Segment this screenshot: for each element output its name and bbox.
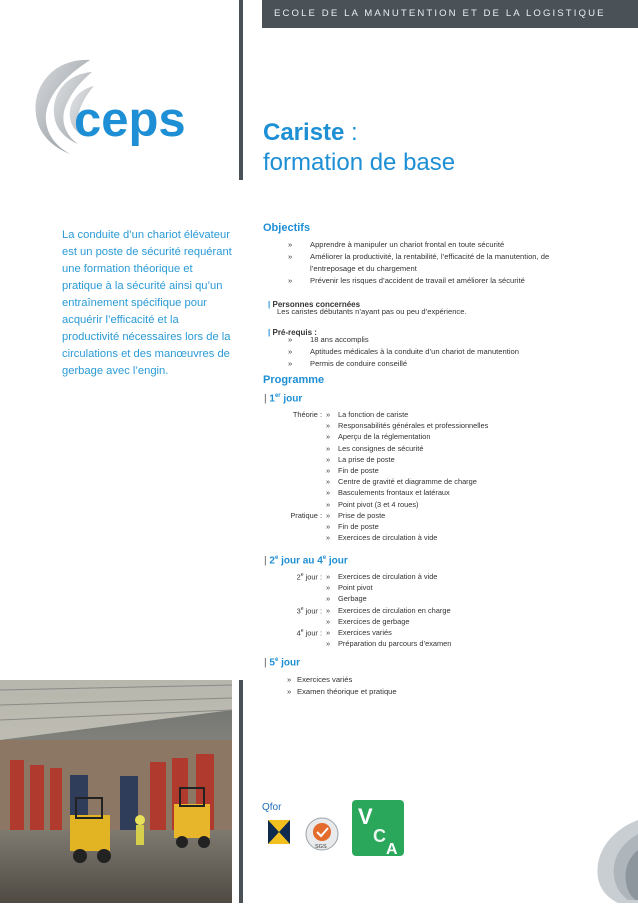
warehouse-forklift-photo [0, 680, 232, 903]
certification-badges [262, 800, 422, 860]
day1-theory: Théorie : » La fonction de cariste » Responsabilités générales et professionnelles » Aperçu de la réglementation » Les consignes de sécurité » La prise de poste » Fin de poste » Centre de gravité et diagramme de charge » Basculements frontaux et latéraux » Point pivot (3 et 4 roues) Pratique : » Prise de poste » Fin de poste » Exercices de circulation à vide [290, 410, 489, 543]
day1-heading: | 1er jour [264, 393, 303, 405]
day5-heading: | 5e jour [264, 657, 300, 669]
prerequis-list [288, 334, 578, 370]
list-item: » 18 ans accomplis [288, 335, 369, 344]
badges-graphic [262, 800, 422, 860]
logo-wordmark: ceps [74, 93, 186, 147]
intro-paragraph: La conduite d’un chariot élévateur est un poste de sécurité requérant une formation théorique et pratique à la sécurité ainsi qu’un entraînement spécifique pour acquérir l’efficacité et la productivité nécessaires lors de la circulations et des manœuvres de gerbage avec l’engin. [62, 229, 232, 377]
title-colon: : [344, 119, 358, 146]
vca-v: V [358, 804, 373, 829]
title-subtitle: formation de base [263, 149, 456, 176]
personnes-text: Les caristes débutants n’ayant pas ou peu d’expérience. [277, 307, 467, 316]
list-item: » Améliorer la productivité, la rentabilité, l’efficacité de la manutention, de l’entreposage et du chargement [288, 252, 550, 273]
list-item: » Apprendre à manipuler un chariot frontal en toute sécurité [288, 240, 505, 249]
list-item: » Aptitudes médicales à la conduite d’un chariot de manutention [288, 347, 519, 356]
school-name: ECOLE DE LA MANUTENTION ET DE LA LOGISTIQUE [274, 8, 606, 19]
day2-4-heading: | 2e jour au 4e jour [264, 555, 348, 567]
decorative-swirl-icon [584, 820, 638, 903]
list-item: » Prévenir les risques d’accident de travail et améliorer la sécurité [288, 276, 525, 285]
programme-heading: Programme [263, 374, 325, 386]
prerequis-heading: | Pré-requis : [268, 328, 317, 337]
personnes-heading: | Personnes concernées [268, 300, 361, 309]
list-item: » Permis de conduire conseillé [288, 359, 408, 368]
forklift-photo-image [0, 680, 232, 903]
list-item: » Examen théorique et pratique [287, 687, 397, 696]
school-header-band [262, 0, 638, 28]
objectifs-list [288, 239, 578, 287]
sgs-label: SGS [315, 844, 327, 850]
vca-a: A [386, 841, 398, 858]
ceps-logo [20, 50, 230, 170]
day2-4-schedule: 2e jour : » Exercices de circulation à vide » Point pivot » Gerbage 3e jour : » Exercices de circulation en charge » Exercices de gerbage 4e jour : » Exercices variés » Préparation du parcours d’examen [296, 572, 452, 649]
list-item: » Exercices variés [287, 675, 353, 684]
objectifs-heading: Objectifs [263, 222, 311, 234]
vertical-divider-top [239, 0, 243, 180]
page-title [263, 118, 455, 178]
day5-list [287, 674, 567, 698]
qfor-label: Qfor [262, 802, 282, 813]
vca-c: C [373, 826, 386, 846]
vertical-divider-bottom [239, 680, 243, 903]
title-bold: Cariste [263, 119, 345, 146]
